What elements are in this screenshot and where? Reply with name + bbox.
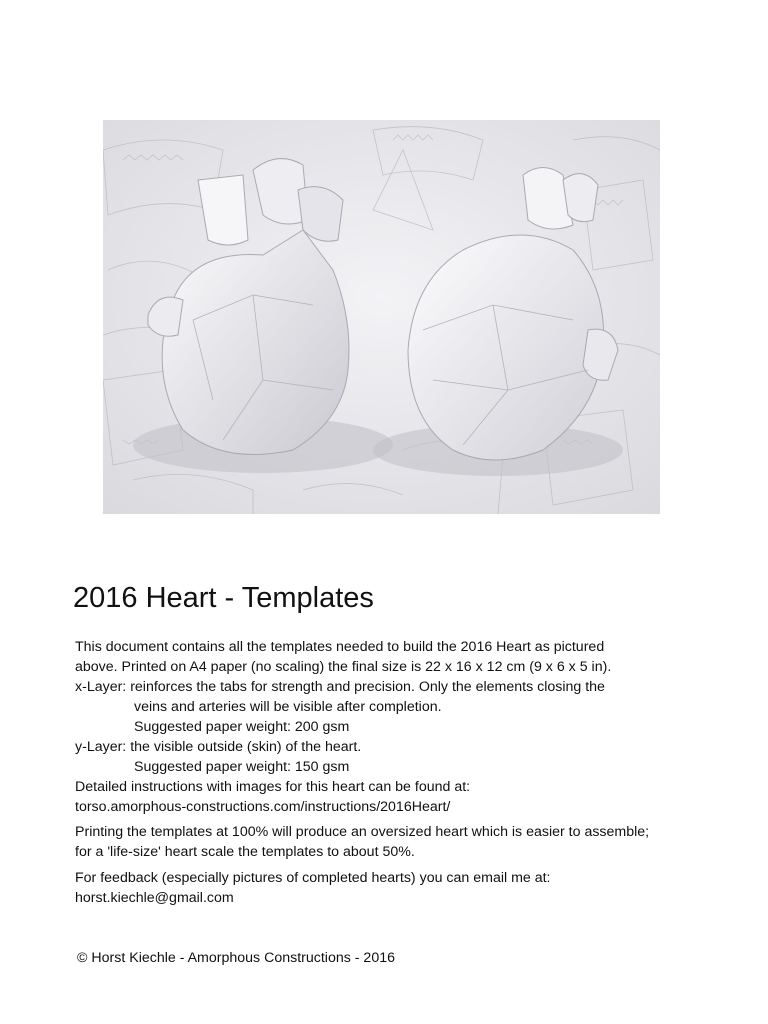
intro-line: above. Printed on A4 paper (no scaling) the final size is 22 x 16 x 12 cm (9 x 6 x 5 in).: [75, 659, 612, 675]
feedback-email: horst.kiechle@gmail.com: [75, 890, 234, 906]
x-layer-weight: Suggested paper weight: 200 gsm: [134, 719, 350, 735]
instructions-url: torso.amorphous-constructions.com/instructions/2016Heart/: [75, 799, 451, 815]
y-layer-line: y-Layer: the visible outside (skin) of the heart.: [75, 739, 362, 755]
description: [75, 637, 725, 908]
x-layer-line: veins and arteries will be visible after completion.: [134, 699, 442, 715]
printing-line: for a 'life-size' heart scale the templates to about 50%.: [75, 844, 415, 860]
instructions-line: Detailed instructions with images for this heart can be found at:: [75, 779, 471, 795]
printing-line: Printing the templates at 100% will produce an oversized heart which is easier to assemble;: [75, 824, 650, 840]
intro-line: This document contains all the templates needed to build the 2016 Heart as pictured: [75, 639, 605, 655]
feedback-line: For feedback (especially pictures of completed hearts) you can email me at:: [75, 870, 551, 886]
y-layer-weight: Suggested paper weight: 150 gsm: [134, 759, 350, 775]
copyright-footer: © Horst Kiechle - Amorphous Constructions - 2016: [77, 950, 395, 966]
paper-heart-models-icon: [103, 120, 660, 514]
x-layer-line: x-Layer: reinforces the tabs for strength and precision. Only the elements closing the: [75, 679, 605, 695]
page-title: 2016 Heart - Templates: [73, 582, 374, 614]
paper-heart-photo: [103, 120, 660, 514]
